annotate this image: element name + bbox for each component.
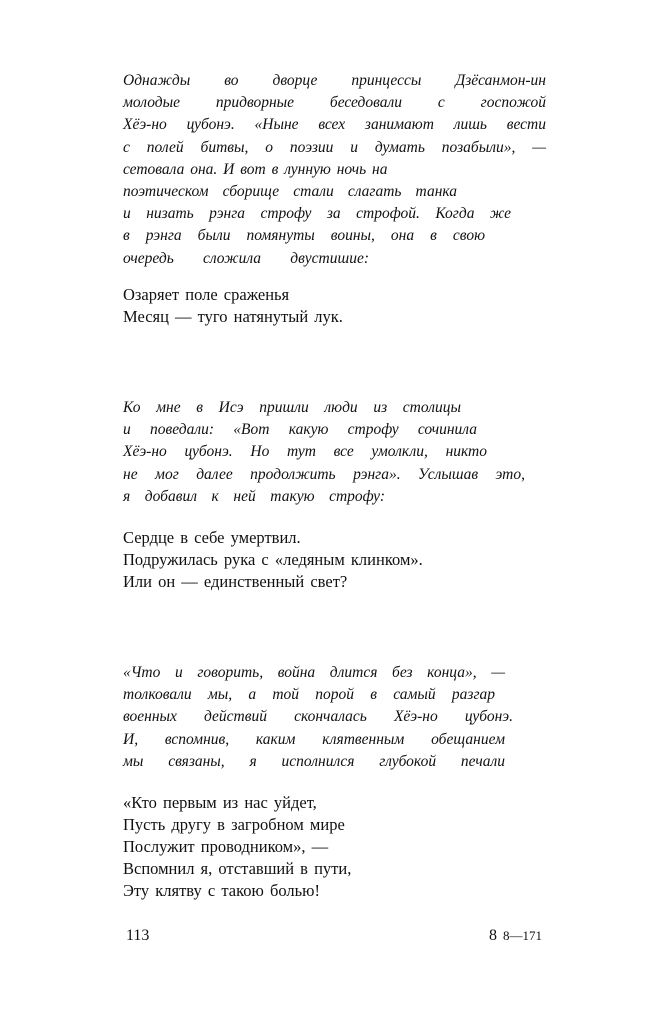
prose-line: Хёэ-но цубонэ. Но тут все умолкли, никто (123, 443, 487, 461)
prose-line: молодые придворные беседовали с госпожой (123, 94, 546, 112)
prose-line: сетовала она. И вот в лунную ночь на (123, 160, 388, 178)
prose-line: и поведали: «Вот какую строфу сочинила (123, 421, 477, 439)
prose-passage-2 (123, 397, 546, 508)
verse-1 (123, 284, 563, 328)
prose-line: поэтическом сборище стали слагать танка (123, 183, 457, 201)
prose-passage-3 (123, 662, 546, 773)
prose-line: очередь сложила двустишие: (123, 249, 369, 267)
verse-line: Подружилась рука с «ледяным клинком». (123, 550, 423, 569)
verse-line: Послужит проводником», — (123, 837, 329, 856)
verse-3 (123, 792, 563, 902)
prose-line: военных действий скончалась Хёэ-но цубонэ. (123, 708, 513, 726)
prose-line: «Что и говорить, война длится без конца», — (123, 664, 505, 681)
verse-line: Пусть другу в загробном мире (123, 815, 345, 834)
prose-line: толковали мы, а той порой в самый разгар (123, 686, 495, 704)
prose-line: и низать рэнга строфу за строфой. Когда же (123, 205, 511, 223)
verse-line: Эту клятву с такою болью! (123, 881, 320, 900)
prose-line: я добавил к ней такую строфу: (123, 487, 385, 505)
prose-line: в рэнга были помянуты воины, она в свою (123, 227, 485, 245)
verse-line: «Кто первым из нас уйдет, (123, 793, 317, 812)
verse-line: Или он — единственный свет? (123, 572, 348, 591)
signature-number: 8 (489, 927, 497, 944)
verse-line: Сердце в себе умертвил. (123, 528, 301, 547)
signature-code: 8—171 (503, 928, 542, 943)
prose-line: И, вспомнив, каким клятвенным обещанием (123, 730, 505, 748)
verse-line: Озаряет поле сраженья (123, 285, 290, 304)
prose-passage-1 (123, 70, 546, 270)
verse-line: Месяц — туго натянутый лук. (123, 307, 343, 326)
verse-2 (123, 527, 563, 593)
prose-line: Ко мне в Исэ пришли люди из столицы (123, 399, 461, 416)
prose-line: с полей битвы, о поэзии и думать позабыли», — (123, 138, 546, 156)
page-number: 113 (126, 927, 150, 944)
prose-line: Однажды во дворце принцессы Дзёсанмон-ин (123, 72, 546, 89)
prose-line: мы связаны, я исполнился глубокой печали (123, 752, 505, 770)
prose-line: не мог далее продолжить рэнга». Услышав это, (123, 465, 525, 483)
verse-line: Вспомнил я, отставший в пути, (123, 859, 352, 878)
printer-signature (489, 927, 542, 945)
prose-line: Хёэ-но цубонэ. «Ныне всех занимают лишь вести (123, 116, 546, 134)
